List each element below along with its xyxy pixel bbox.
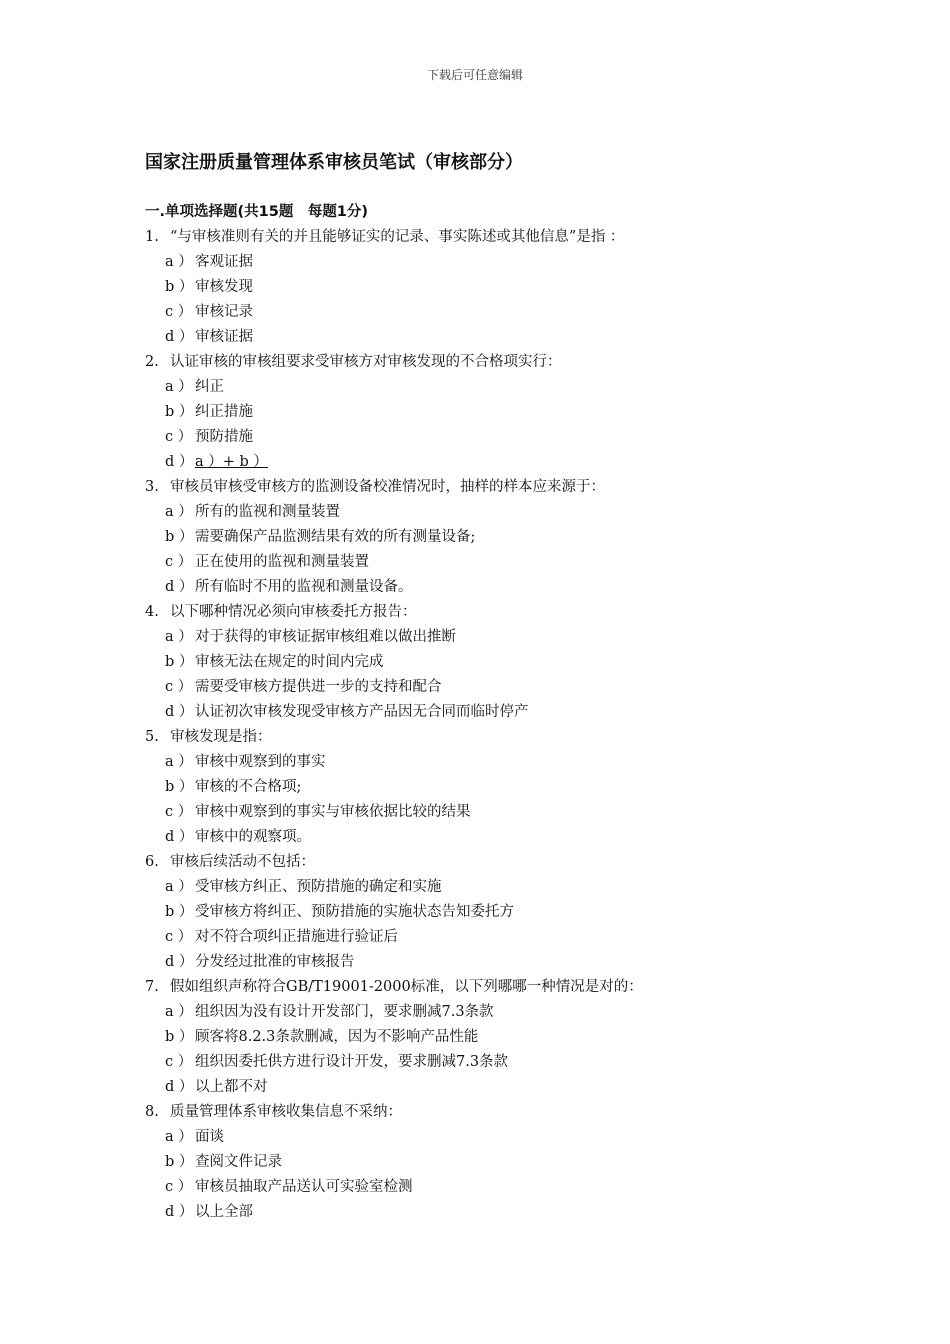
answer-option — [145, 925, 825, 950]
option-text: 审核中的观察项。 — [195, 829, 311, 845]
question-1 — [145, 225, 825, 250]
answer-option — [145, 275, 825, 300]
answer-option — [145, 550, 825, 575]
answer-option — [145, 650, 825, 675]
option-text: 组织因委托供方进行设计开发，要求删减7.3条款 — [195, 1054, 509, 1070]
answer-option — [145, 750, 825, 775]
question-number: 5. — [145, 729, 159, 745]
question-number: 3. — [145, 479, 159, 495]
option-letter: c ） — [165, 1054, 193, 1070]
answer-option — [145, 525, 825, 550]
option-letter: c ） — [165, 304, 193, 320]
answer-option — [145, 900, 825, 925]
option-text: 对不符合项纠正措施进行验证后 — [195, 929, 398, 945]
question-4 — [145, 600, 825, 625]
option-letter: b ） — [165, 654, 194, 670]
question-8 — [145, 1100, 825, 1125]
question-7 — [145, 975, 825, 1000]
option-letter: d ） — [165, 954, 194, 970]
answer-option — [145, 875, 825, 900]
answer-option — [145, 250, 825, 275]
option-text: 预防措施 — [195, 429, 253, 445]
exam-content — [145, 200, 825, 1225]
option-letter: d ） — [165, 829, 194, 845]
option-text: 面谈 — [195, 1129, 224, 1145]
answer-option — [145, 675, 825, 700]
answer-option — [145, 1050, 825, 1075]
answer-option — [145, 950, 825, 975]
answer-option — [145, 450, 825, 475]
question-6 — [145, 850, 825, 875]
answer-option — [145, 1000, 825, 1025]
option-text: 分发经过批准的审核报告 — [195, 954, 355, 970]
section-heading: 一.单项选择题(共15题 每题1分) — [145, 204, 369, 220]
option-text: 认证初次审核发现受审核方产品因无合同而临时停产 — [195, 704, 529, 720]
question-text: 以下哪种情况必须向审核委托方报告： — [170, 604, 417, 620]
question-text: 假如组织声称符合GB/T19001-2000标准，以下列哪哪一种情况是对的： — [170, 979, 643, 995]
option-letter: d ） — [165, 1079, 194, 1095]
option-letter: b ） — [165, 279, 194, 295]
answer-option — [145, 800, 825, 825]
option-text: 受审核方将纠正、预防措施的实施状态告知委托方 — [195, 904, 514, 920]
answer-option — [145, 500, 825, 525]
option-text: 审核无法在规定的时间内完成 — [195, 654, 384, 670]
option-text: 审核证据 — [195, 329, 253, 345]
option-letter: a ） — [165, 629, 193, 645]
option-letter: d ） — [165, 329, 194, 345]
question-2 — [145, 350, 825, 375]
option-text: 所有的监视和测量装置 — [195, 504, 340, 520]
answer-option — [145, 575, 825, 600]
question-number: 4. — [145, 604, 159, 620]
answer-option — [145, 425, 825, 450]
option-text: 以上都不对 — [195, 1079, 268, 1095]
option-text: 审核的不合格项; — [195, 779, 302, 795]
answer-option — [145, 1025, 825, 1050]
option-letter: a ） — [165, 254, 193, 270]
option-text: 审核员抽取产品送认可实验室检测 — [195, 1179, 413, 1195]
option-text: 需要确保产品监测结果有效的所有测量设备; — [195, 529, 476, 545]
option-text: 组织因为没有设计开发部门，要求删减7.3条款 — [195, 1004, 494, 1020]
answer-option — [145, 825, 825, 850]
option-text: 对于获得的审核证据审核组难以做出推断 — [195, 629, 456, 645]
answer-option — [145, 625, 825, 650]
option-letter: a ） — [165, 504, 193, 520]
question-number: 6. — [145, 854, 159, 870]
option-letter: a ） — [165, 1129, 193, 1145]
option-letter: a ） — [165, 754, 193, 770]
option-text: 查阅文件记录 — [195, 1154, 282, 1170]
answer-option — [145, 325, 825, 350]
option-text: 审核发现 — [195, 279, 253, 295]
answer-option — [145, 775, 825, 800]
answer-option — [145, 1075, 825, 1100]
question-number: 8. — [145, 1104, 159, 1120]
option-text: 顾客将8.2.3条款删减，因为不影响产品性能 — [195, 1029, 479, 1045]
answer-option — [145, 1125, 825, 1150]
option-letter: a ） — [165, 379, 193, 395]
page-title: 国家注册质量管理体系审核员笔试（审核部分） — [145, 152, 523, 173]
option-letter: a ） — [165, 1004, 193, 1020]
question-3 — [145, 475, 825, 500]
question-text: 认证审核的审核组要求受审核方对审核发现的不合格项实行： — [170, 354, 562, 370]
question-list — [145, 225, 825, 1225]
answer-option — [145, 700, 825, 725]
option-letter: d ） — [165, 704, 194, 720]
question-text: 审核员审核受审核方的监测设备校准情况时，抽样的样本应来源于： — [170, 479, 605, 495]
option-text: 纠正 — [195, 379, 224, 395]
option-text: 所有临时不用的监视和测量设备。 — [195, 579, 413, 595]
option-text: 审核记录 — [195, 304, 253, 320]
header-note: 下载后可任意编辑 — [426, 68, 523, 82]
answer-option — [145, 300, 825, 325]
option-letter: b ） — [165, 904, 194, 920]
question-text: “与审核准则有关的并且能够证实的记录、事实陈述或其他信息”是指 ： — [170, 229, 625, 245]
option-text: 需要受审核方提供进一步的支持和配合 — [195, 679, 442, 695]
option-letter: d ） — [165, 454, 194, 470]
option-letter: c ） — [165, 804, 193, 820]
option-text: 受审核方纠正、预防措施的确定和实施 — [195, 879, 442, 895]
option-text: 纠正措施 — [195, 404, 253, 420]
answer-option — [145, 375, 825, 400]
question-text: 审核发现是指： — [170, 729, 272, 745]
answer-option — [145, 400, 825, 425]
option-letter: b ） — [165, 529, 194, 545]
option-letter: b ） — [165, 1029, 194, 1045]
option-letter: a ） — [165, 879, 193, 895]
option-letter: c ） — [165, 429, 193, 445]
question-5 — [145, 725, 825, 750]
question-number: 1. — [145, 229, 159, 245]
option-letter: c ） — [165, 554, 193, 570]
option-text: 以上全部 — [195, 1204, 253, 1220]
option-letter: b ） — [165, 1154, 194, 1170]
option-letter: b ） — [165, 779, 194, 795]
answer-option — [145, 1150, 825, 1175]
answer-option — [145, 1175, 825, 1200]
question-text: 审核后续活动不包括： — [170, 854, 315, 870]
option-letter: b ） — [165, 404, 194, 420]
option-text: a ）+ b ） — [195, 454, 268, 470]
option-text: 客观证据 — [195, 254, 253, 270]
question-number: 7. — [145, 979, 159, 995]
option-letter: c ） — [165, 1179, 193, 1195]
option-letter: c ） — [165, 929, 193, 945]
option-letter: c ） — [165, 679, 193, 695]
option-letter: d ） — [165, 1204, 194, 1220]
option-text: 审核中观察到的事实 — [195, 754, 326, 770]
question-number: 2. — [145, 354, 159, 370]
option-text: 审核中观察到的事实与审核依据比较的结果 — [195, 804, 471, 820]
option-text: 正在使用的监视和测量装置 — [195, 554, 369, 570]
option-letter: d ） — [165, 579, 194, 595]
question-text: 质量管理体系审核收集信息不采纳： — [170, 1104, 402, 1120]
answer-option — [145, 1200, 825, 1225]
